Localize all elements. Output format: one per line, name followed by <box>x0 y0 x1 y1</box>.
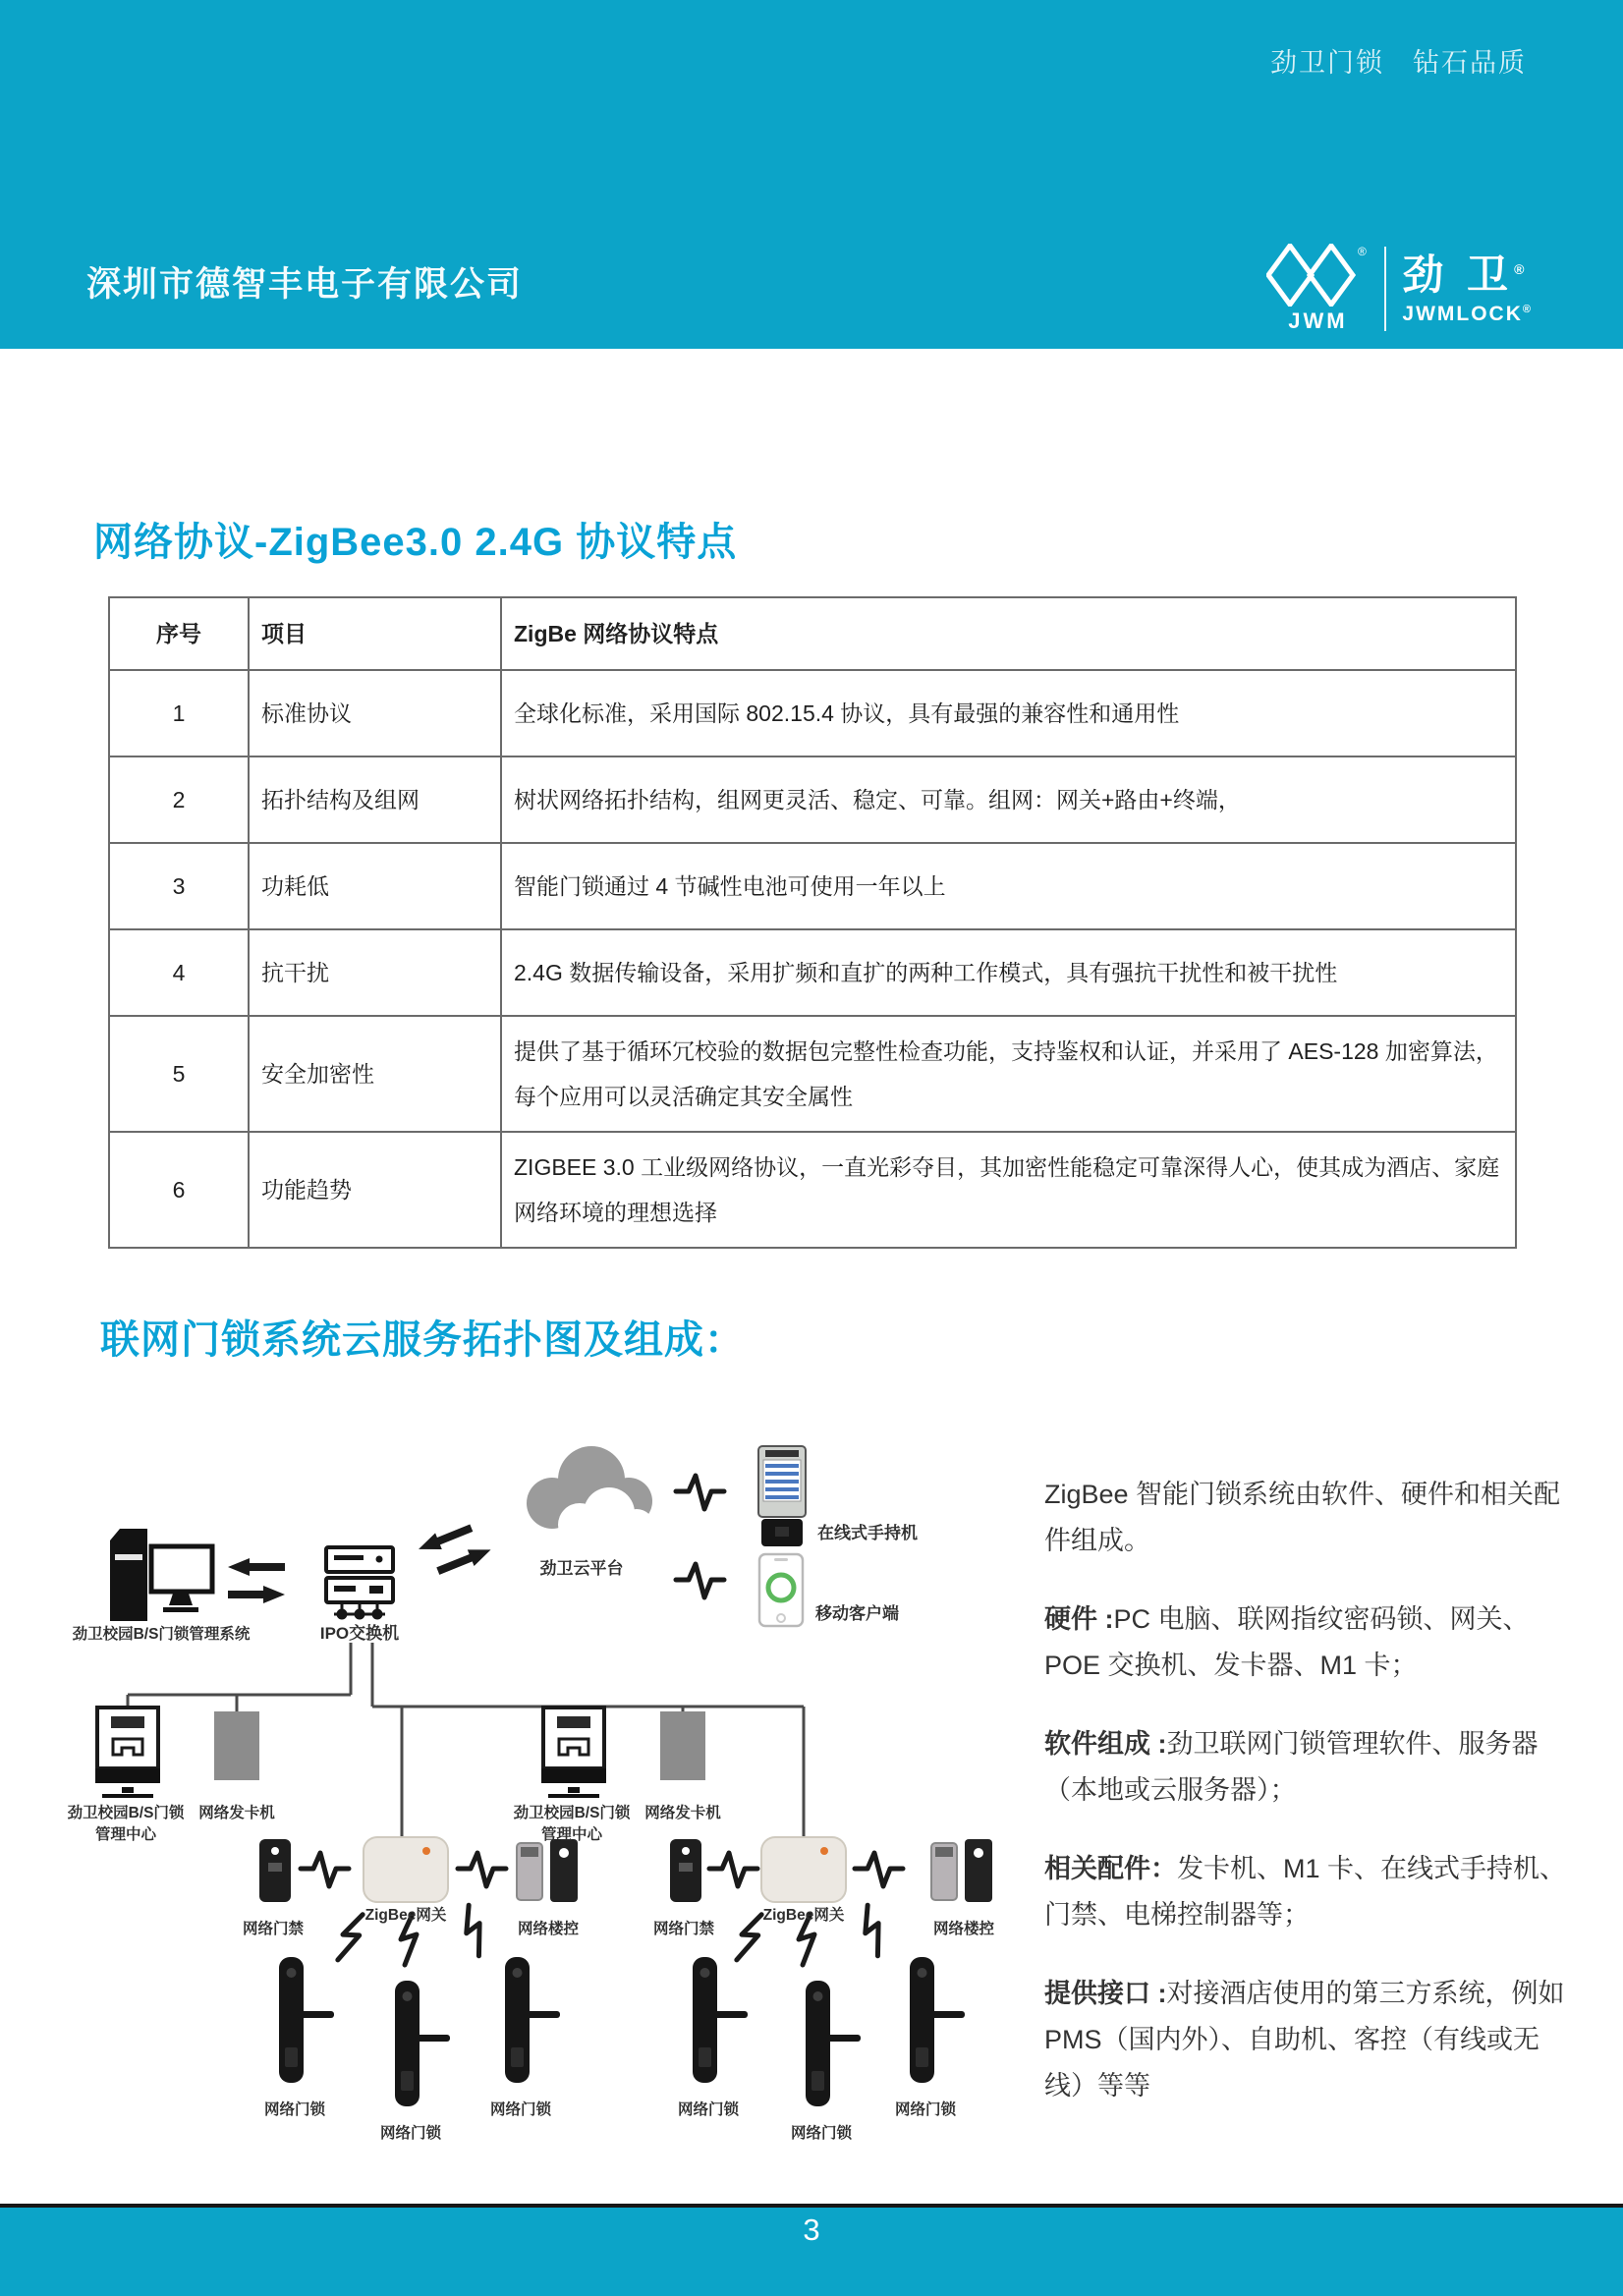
network-door-lock-icon <box>279 1957 334 2083</box>
network-access-control-icon <box>259 1839 291 1902</box>
table-row <box>109 670 1516 756</box>
registered-mark: ® <box>1522 303 1533 315</box>
label-door-lock: 网络门锁 <box>677 2101 740 2118</box>
label-door-lock: 网络门锁 <box>379 2125 442 2142</box>
cell-item: 功耗低 <box>249 843 501 929</box>
wireless-link-icon <box>458 1853 506 1886</box>
paragraph-lead: 相关配件： <box>1044 1854 1177 1883</box>
management-system-pc-icon <box>110 1529 212 1621</box>
logo-brand-cn: 劲 卫 <box>1402 251 1515 298</box>
zigbee-gateway-icon <box>364 1837 448 1902</box>
wireless-link-icon <box>676 1476 724 1509</box>
protocol-feature-table <box>108 596 1517 1249</box>
management-center-device-icon <box>541 1708 606 1796</box>
section-title-topology: 联网门锁系统云服务拓扑图及组成： <box>100 1318 745 1362</box>
col-header-no: 序号 <box>109 597 249 670</box>
cloud-sync-arrows-icon <box>416 1516 494 1583</box>
cell-desc: 树状网络拓扑结构，组网更灵活、稳定、可靠。组网：网关+路由+终端， <box>501 756 1516 843</box>
table-row <box>109 1132 1516 1248</box>
label-management-center: 管理中心 <box>540 1826 603 1843</box>
switch-icon <box>326 1547 393 1620</box>
page-number: 3 <box>803 2212 820 2247</box>
paragraph <box>1044 1846 1570 1938</box>
col-header-item: 项目 <box>249 597 501 670</box>
label-management-system: 劲卫校园B/S门锁管理系统 <box>72 1626 251 1643</box>
cloud-icon <box>527 1446 654 1546</box>
col-header-desc: ZigBe 网络协议特点 <box>501 597 1516 670</box>
label-elevator-control: 网络楼控 <box>517 1921 580 1937</box>
svg-text:®: ® <box>1358 245 1368 258</box>
label-mobile: 移动客户端 <box>815 1604 899 1623</box>
label-access-control: 网络门禁 <box>242 1921 305 1937</box>
paragraph-text: 对接酒店使用的第三方系统，例如 PMS（国内外）、自助机、客控（有线或无线）等等 <box>1044 1979 1565 2100</box>
label-door-lock: 网络门锁 <box>894 2101 957 2118</box>
cell-no: 4 <box>109 929 249 1016</box>
paragraph-text: ZigBee 智能门锁系统由软件、硬件和相关配件组成。 <box>1044 1480 1561 1555</box>
label-card-issuer: 网络发卡机 <box>198 1805 275 1821</box>
cell-no: 3 <box>109 843 249 929</box>
cell-desc: 智能门锁通过 4 节碱性电池可使用一年以上 <box>501 843 1516 929</box>
paragraph-text: 劲卫联网门锁管理软件、服务器（本地或云服务器）； <box>1044 1729 1539 1805</box>
header-band <box>0 0 1623 349</box>
paragraph-lead: 提供接口 : <box>1044 1979 1167 2008</box>
table-row <box>109 843 1516 929</box>
label-management-center: 劲卫校园B/S门锁 <box>513 1805 631 1821</box>
brand-logo <box>1266 244 1533 334</box>
paragraph <box>1044 1721 1570 1814</box>
network-door-lock-icon <box>395 1981 450 2106</box>
jwm-diamond-logo-icon <box>1266 244 1369 334</box>
management-center-device-icon <box>95 1708 160 1796</box>
paragraph-lead: 软件组成 : <box>1044 1729 1167 1759</box>
network-door-lock-icon <box>806 1981 861 2106</box>
zigbee-gateway-icon <box>761 1837 846 1902</box>
section-title-protocol: 网络协议-ZigBee3.0 2.4G 协议特点 <box>93 521 738 564</box>
network-access-control-icon <box>670 1839 701 1902</box>
label-switch: IPO交换机 <box>319 1624 400 1643</box>
label-card-issuer: 网络发卡机 <box>644 1805 721 1821</box>
cell-desc: ZIGBEE 3.0 工业级网络协议，一直光彩夺目，其加密性能稳定可靠深得人心，使其成为酒店、家庭网络环境的理想选择 <box>501 1132 1516 1248</box>
cell-item: 标准协议 <box>249 670 501 756</box>
label-management-center: 管理中心 <box>94 1826 157 1843</box>
label-access-control: 网络门禁 <box>652 1921 715 1937</box>
cell-item: 功能趋势 <box>249 1132 501 1248</box>
wireless-link-icon <box>301 1853 349 1886</box>
company-name: 深圳市德智丰电子有限公司 <box>86 265 524 304</box>
cell-desc: 2.4G 数据传输设备，采用扩频和直扩的两种工作模式，具有强抗干扰性和被干扰性 <box>501 929 1516 1016</box>
elevator-controller-icon <box>517 1839 578 1902</box>
paragraph-text: PC 电脑、联网指纹密码锁、网关、POE 交换机、发卡器、M1 卡； <box>1044 1604 1530 1680</box>
table-row <box>109 756 1516 843</box>
label-zigbee-gateway: ZigBee网关 <box>762 1907 845 1924</box>
arrow-left-icon <box>228 1558 285 1576</box>
wireless-link-icon <box>855 1853 903 1886</box>
mobile-phone-icon <box>759 1554 803 1626</box>
network-door-lock-icon <box>910 1957 965 2083</box>
registered-mark: ® <box>1514 260 1531 277</box>
label-handheld: 在线式手持机 <box>817 1524 918 1542</box>
cell-no: 5 <box>109 1016 249 1132</box>
paragraph-text: 发卡机、M1 卡、在线式手持机、门禁、电梯控制器等； <box>1044 1854 1567 1930</box>
header-tagline: 劲卫门锁 钻石品质 <box>1270 48 1527 78</box>
table-row <box>109 929 1516 1016</box>
paragraph <box>1044 1971 1570 2109</box>
cell-no: 1 <box>109 670 249 756</box>
table-header-row <box>109 597 1516 670</box>
system-description <box>1044 1472 1570 2142</box>
logo-brand-text <box>1402 251 1533 325</box>
elevator-controller-icon <box>931 1839 992 1902</box>
cell-item: 安全加密性 <box>249 1016 501 1132</box>
cell-no: 2 <box>109 756 249 843</box>
label-management-center: 劲卫校园B/S门锁 <box>67 1805 185 1821</box>
topology-diagram <box>59 1415 1041 2161</box>
label-door-lock: 网络门锁 <box>790 2125 853 2142</box>
logo-divider <box>1384 247 1386 331</box>
label-cloud: 劲卫云平台 <box>539 1559 624 1578</box>
label-door-lock: 网络门锁 <box>263 2101 326 2118</box>
paragraph <box>1044 1596 1570 1689</box>
card-issuer-icon <box>660 1711 705 1780</box>
label-door-lock: 网络门锁 <box>489 2101 552 2118</box>
network-door-lock-icon <box>505 1957 560 2083</box>
network-door-lock-icon <box>693 1957 748 2083</box>
logo-brand-en: JWMLOCK <box>1402 302 1523 325</box>
wireless-link-icon <box>676 1564 724 1597</box>
logo-jwm-text: JWM <box>1288 308 1348 333</box>
card-issuer-icon <box>214 1711 259 1780</box>
cell-item: 拓扑结构及组网 <box>249 756 501 843</box>
paragraph-lead: 硬件 : <box>1044 1604 1114 1634</box>
paragraph <box>1044 1472 1570 1564</box>
arrow-right-icon <box>228 1586 285 1603</box>
wireless-link-icon <box>709 1853 757 1886</box>
label-elevator-control: 网络楼控 <box>932 1921 995 1937</box>
cell-item: 抗干扰 <box>249 929 501 1016</box>
cell-desc: 提供了基于循环冗校验的数据包完整性检查功能，支持鉴权和认证，并采用了 AES-128 加密算法，每个应用可以灵活确定其安全属性 <box>501 1016 1516 1132</box>
label-zigbee-gateway: ZigBee网关 <box>364 1907 447 1924</box>
cell-desc: 全球化标准，采用国际 802.15.4 协议，具有最强的兼容性和通用性 <box>501 670 1516 756</box>
cell-no: 6 <box>109 1132 249 1248</box>
table-row <box>109 1016 1516 1132</box>
handheld-terminal-icon <box>758 1446 806 1546</box>
